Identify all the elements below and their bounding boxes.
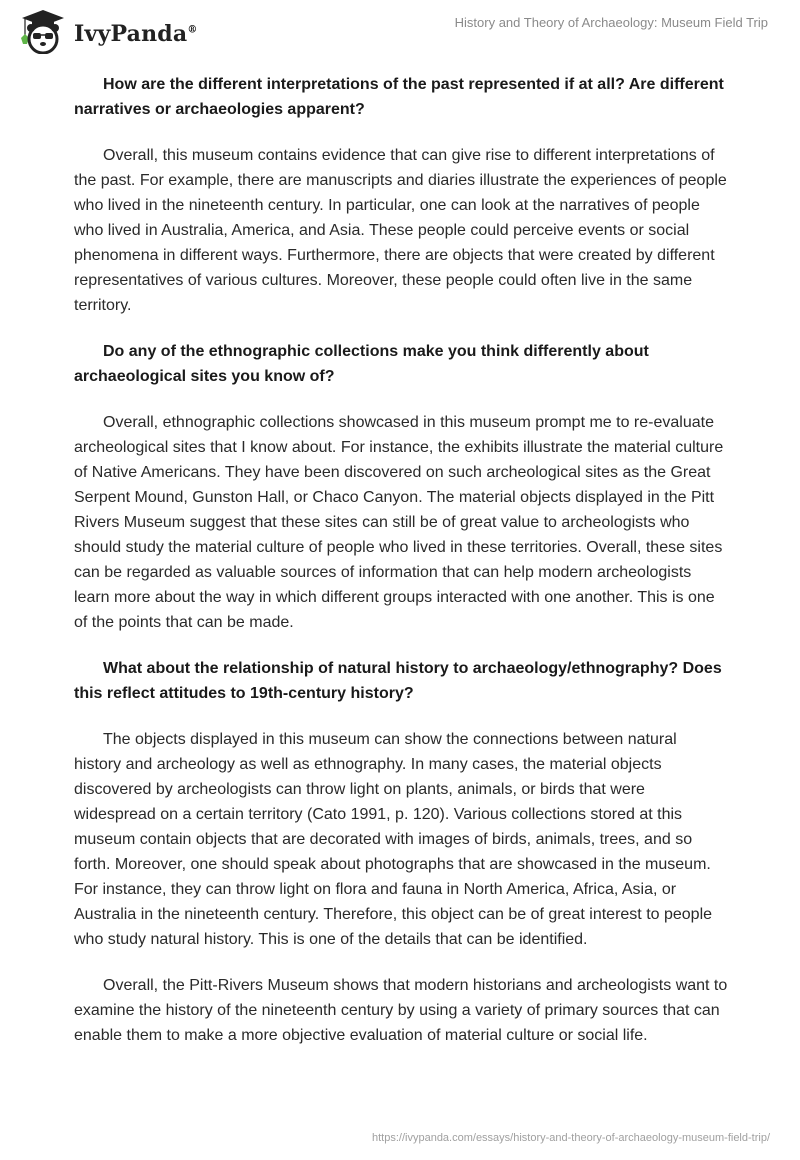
conclusion-paragraph: Overall, the Pitt-Rivers Museum shows that modern historians and archeologists want to examine the history of the nineteenth century by using a variety of primary sources that can enable them to make a more objective evaluation of material culture or social life. — [74, 977, 728, 1044]
essay-content — [74, 72, 728, 1069]
section-answer: Overall, ethnographic collections showcased in this museum prompt me to re-evaluate archeological sites that I know about. For instance, the exhibits illustrate the material culture of Native Americans. They have been discovered on such archeological sites as the Great Serpent Mound, Gunston Hall, or Chaco Canyon. The material objects displayed in the Pitt Rivers Museum suggest that these sites can still be of great value to archeologists who should study the material culture of people who lived in these territories. Overall, these sites can be regarded as valuable sources of information that can help modern archeologists learn more about the way in which different groups interacted with one another. This is one of the points that can be made. — [74, 414, 724, 631]
page-header — [0, 0, 800, 60]
panda-graduate-icon — [18, 8, 68, 59]
section-answer: Overall, this museum contains evidence that can give rise to different interpretations of the past. For example, there are manuscripts and diaries illustrate the experiences of people who lived in the nineteenth century. In particular, one can look at the narratives of people who lived in Australia, America, and Asia. These people could perceive events or social phenomena in different ways. Furthermore, there are objects that were created by different representatives of various cultures. Moreover, these people could often live in the same territory. — [74, 147, 727, 314]
source-url[interactable]: https://ivypanda.com/essays/history-and-theory-of-archaeology-museum-field-trip/ — [372, 1132, 770, 1144]
section-question: How are the different interpretations of the past represented if at all? Are different narratives or archaeologies apparent? — [74, 76, 724, 118]
document-title: History and Theory of Archaeology: Museum Field Trip — [454, 15, 768, 30]
brand-name: IvyPanda® — [74, 20, 198, 47]
ivypanda-logo[interactable] — [18, 8, 198, 59]
section-question: Do any of the ethnographic collections make you think differently about archaeological sites you know of? — [74, 343, 649, 385]
section-question: What about the relationship of natural history to archaeology/ethnography? Does this reflect attitudes to 19th-century history? — [74, 660, 722, 702]
section-answer: The objects displayed in this museum can show the connections between natural history and archeology as well as ethnography. In many cases, the material objects discovered by archeologists can throw light on plants, animals, or birds that were widespread on a certain territory (Cato 1991, p. 120). Various collections stored at this museum contain objects that are decorated with images of birds, animals, trees, and so forth. Moreover, one should speak about photographs that are showcased in the museum. For instance, they can throw light on flora and fauna in North America, Africa, Asia, or Australia in the nineteenth century. Therefore, this object can be of great interest to people who study natural history. This is one of the details that can be identified. — [74, 731, 713, 948]
